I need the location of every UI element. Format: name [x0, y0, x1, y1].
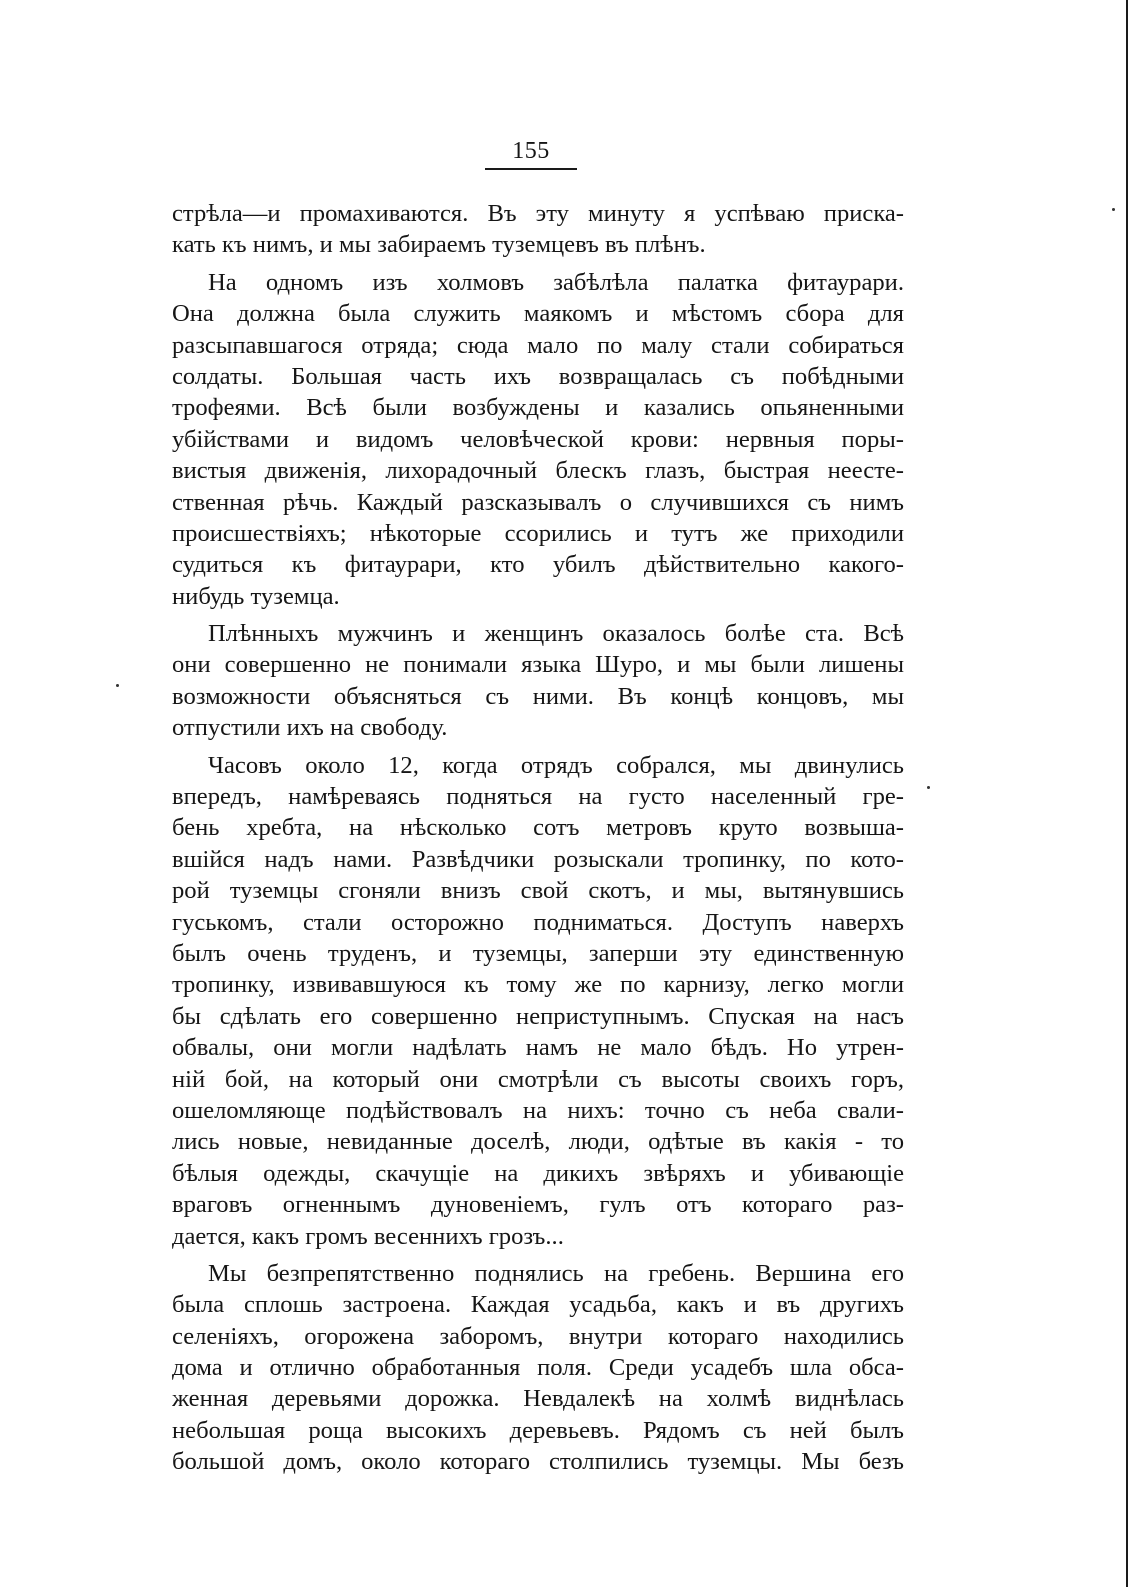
text-line: ній бой, на который они смотрѣли съ высоты своихъ горъ, — [172, 1065, 904, 1093]
text-line: небольшая роща высокихъ деревьевъ. Рядомъ съ ней былъ — [172, 1416, 904, 1444]
paragraph — [172, 1258, 904, 1478]
text-line: они совершенно не понимали языка Шуро, и мы были лишены — [172, 651, 904, 679]
paragraph — [172, 198, 904, 261]
text-line: солдаты. Большая часть ихъ возвращалась съ побѣдными — [172, 362, 904, 390]
text-line: впередъ, намѣреваясь подняться на густо населенный гре- — [172, 783, 904, 811]
text-line: трофеями. Всѣ были возбуждены и казались опьяненными — [172, 394, 904, 422]
text-line: лись новые, невиданные доселѣ, люди, одѣтые въ какія - то — [172, 1128, 904, 1156]
text-line: бень хребта, на нѣсколько сотъ метровъ круто возвыша- — [172, 814, 904, 842]
text-line: возможности объясняться съ ними. Въ концѣ концовъ, мы — [172, 682, 904, 710]
text-line: бы сдѣлать его совершенно неприступнымъ. Спуская на насъ — [172, 1002, 904, 1030]
body-text — [172, 198, 904, 1478]
text-line: убійствами и видомъ человѣческой крови: нервныя поры- — [172, 425, 904, 453]
paragraph — [172, 750, 904, 1252]
page-number: 155 — [512, 138, 550, 164]
text-line: На одномъ изъ холмовъ забѣлѣла палатка фитаурари. — [208, 268, 904, 296]
text-line: дома и отлично обработанныя поля. Среди усадебъ шла обса- — [172, 1354, 904, 1382]
text-line: отпустили ихъ на свободу. — [172, 714, 448, 742]
text-line: нибудь туземца. — [172, 582, 340, 610]
text-line: Мы безпрепятственно поднялись на гребень. Вершина его — [208, 1259, 904, 1287]
text-line: былъ очень труденъ, и туземцы, заперши эту единственную — [172, 939, 904, 967]
paragraph — [172, 267, 904, 612]
text-line: вшійся надъ нами. Развѣдчики розыскали тропинку, по кото- — [172, 845, 904, 873]
text-line: бѣлыя одежды, скачущіе на дикихъ звѣряхъ и убивающіе — [172, 1159, 904, 1187]
text-line: Плѣнныхъ мужчинъ и женщинъ оказалось болѣе ста. Всѣ — [208, 620, 904, 648]
text-line: женная деревьями дорожка. Невдалекѣ на холмѣ виднѣлась — [172, 1385, 904, 1413]
text-line: стрѣла—и промахиваются. Въ эту минуту я успѣваю приска- — [172, 200, 904, 227]
text-line: селеніяхъ, огорожена заборомъ, внутри котораго находились — [172, 1322, 904, 1350]
text-line: враговъ огненнымъ дуновеніемъ, гулъ отъ котораго раз- — [172, 1191, 904, 1219]
text-line: дается, какъ громъ весеннихъ грозъ... — [172, 1222, 564, 1250]
page-number-rule — [485, 168, 577, 170]
text-line: рой туземцы сгоняли внизъ свой скотъ, и мы, вытянувшись — [172, 877, 904, 905]
text-line: большой домъ, около котораго столпились туземцы. Мы безъ — [172, 1448, 904, 1476]
text-line: ственная рѣчь. Каждый разсказывалъ о случившихся съ нимъ — [172, 488, 904, 516]
text-line: происшествіяхъ; нѣкоторые ссорились и тутъ же приходили — [172, 519, 904, 547]
text-line: судиться къ фитаурари, кто убилъ дѣйствительно какого- — [172, 551, 904, 579]
text-line: ошеломляюще подѣйствовалъ на нихъ: точно съ неба свали- — [172, 1096, 904, 1124]
scan-speck — [1112, 208, 1115, 211]
text-line: Часовъ около 12, когда отрядъ собрался, мы двинулись — [208, 751, 904, 779]
text-line: Она должна была служить маякомъ и мѣстомъ сбора для — [172, 300, 904, 328]
scan-edge-border — [1126, 0, 1128, 1587]
scan-speck — [116, 684, 119, 687]
text-line: тропинку, извивавшуюся къ тому же по карнизу, легко могли — [172, 971, 904, 999]
text-line: гуськомъ, стали осторожно подниматься. Доступъ наверхъ — [172, 908, 904, 936]
text-line: вистыя движенія, лихорадочный блескъ глазъ, быстрая неесте- — [172, 457, 904, 485]
paragraph — [172, 618, 904, 744]
text-line: кать къ нимъ, и мы забираемъ туземцевъ въ плѣнъ. — [172, 231, 706, 259]
scan-speck — [927, 786, 930, 789]
text-line: обвалы, они могли надѣлать намъ не мало бѣдъ. Но утрен- — [172, 1034, 904, 1062]
text-line: разсыпавшагося отряда; сюда мало по малу стали собираться — [172, 331, 904, 359]
text-line: была сплошь застроена. Каждая усадьба, какъ и въ другихъ — [172, 1291, 904, 1319]
